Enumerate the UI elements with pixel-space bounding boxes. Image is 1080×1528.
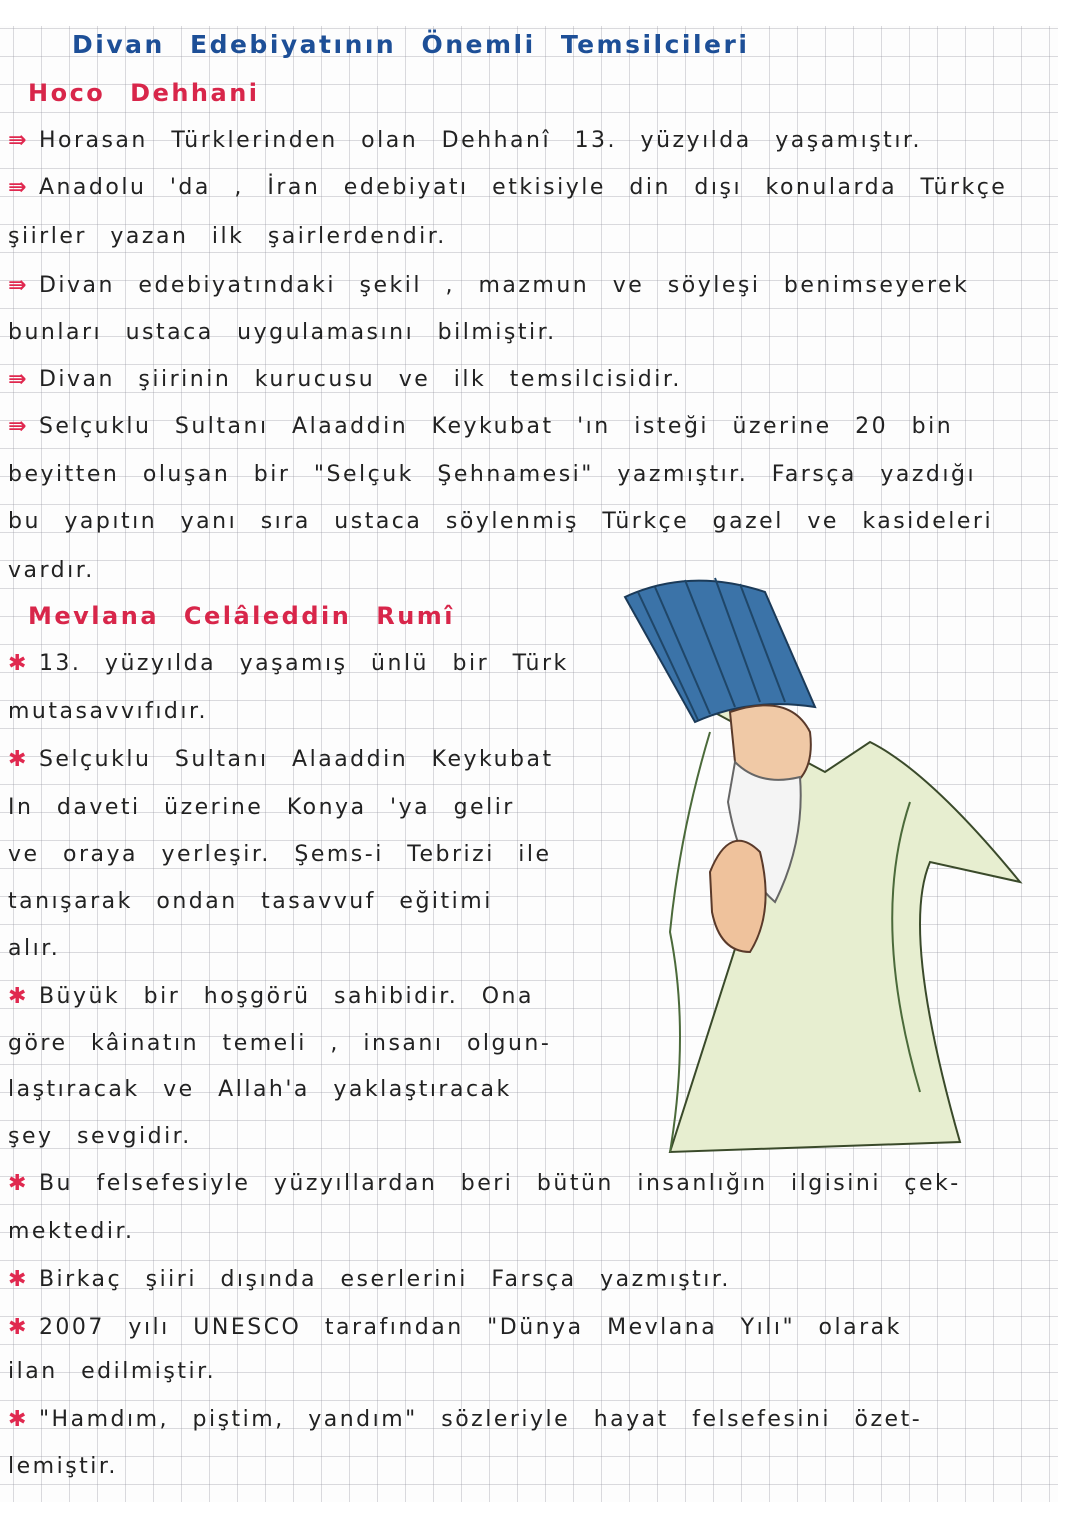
star-bullet-icon: ✱ [8, 747, 29, 772]
note-text: şey sevgidir. [8, 1124, 192, 1149]
note-line [8, 887, 493, 917]
page-margin-right [1058, 0, 1080, 1528]
star-bullet-icon: ✱ [8, 1267, 29, 1292]
note-text: 2007 yılı UNESCO tarafından "Dünya Mevlana Yılı" olarak [38, 1315, 902, 1340]
arrow-bullet-icon: ⇛ [8, 273, 29, 298]
note-line [8, 1122, 192, 1152]
arrow-bullet-icon: ⇛ [8, 367, 29, 392]
note-line [8, 318, 557, 348]
star-bullet-icon: ✱ [8, 1171, 29, 1196]
note-line [8, 365, 682, 395]
note-text: Horasan Türklerinden olan Dehhanî 13. yüzyılda yaşamıştır. [38, 128, 922, 153]
arrow-bullet-icon: ⇛ [8, 175, 29, 200]
section-heading-dehhani: Hoco Dehhani [28, 79, 260, 107]
note-line [8, 1313, 902, 1343]
note-line [8, 271, 969, 301]
note-line [8, 745, 554, 775]
note-line [8, 1029, 551, 1059]
note-line [8, 840, 552, 870]
note-text: laştıracak ve Allah'a yaklaştıracak [8, 1077, 512, 1102]
note-text: lemiştir. [8, 1454, 118, 1479]
star-bullet-icon: ✱ [8, 651, 29, 676]
note-line [8, 1265, 731, 1295]
note-text: In daveti üzerine Konya 'ya gelir [8, 795, 515, 820]
star-bullet-icon: ✱ [8, 1315, 29, 1340]
note-line [8, 556, 95, 586]
arrow-bullet-icon: ⇛ [8, 414, 29, 439]
note-text: "Hamdım, piştim, yandım" sözleriyle hayat felsefesini özet- [38, 1407, 923, 1432]
note-text: mutasavvıfıdır. [8, 699, 209, 724]
page-margin-bottom [0, 1502, 1080, 1528]
note-line [8, 1075, 512, 1105]
note-line [8, 697, 208, 727]
note-text: Selçuklu Sultanı Alaaddin Keykubat [38, 747, 554, 772]
note-text: şiirler yazan ilk şairlerdendir. [8, 224, 447, 249]
note-line [8, 1169, 961, 1199]
note-line [8, 934, 60, 964]
star-bullet-icon: ✱ [8, 984, 29, 1009]
note-line [8, 793, 515, 823]
note-text: tanışarak ondan tasavvuf eğitimi [8, 889, 493, 914]
note-text: vardır. [8, 558, 95, 583]
note-text: 13. yüzyılda yaşamış ünlü bir Türk [38, 651, 569, 676]
note-line [8, 1405, 922, 1435]
note-text: bu yapıtın yanı sıra ustaca söylenmiş Türkçe gazel ve kasideleri [8, 509, 994, 534]
note-text: ilan edilmiştir. [8, 1359, 217, 1384]
note-line [8, 126, 922, 156]
note-text: bunları ustaca uygulamasını bilmiştir. [8, 320, 557, 345]
note-text: Divan edebiyatındaki şekil , mazmun ve söyleşi benimseyerek [38, 273, 970, 298]
arrow-bullet-icon: ⇛ [8, 128, 29, 153]
page-title: Divan Edebiyatının Önemli Temsilcileri [72, 30, 750, 59]
note-line [8, 982, 534, 1012]
note-text: Bu felsefesiyle yüzyıllardan beri bütün insanlığın ilgisini çek- [38, 1171, 961, 1196]
section-heading-mevlana: Mevlana Celâleddin Rumî [28, 602, 456, 630]
note-line [8, 507, 993, 537]
note-text: Divan şiirinin kurucusu ve ilk temsilcisidir. [38, 367, 682, 392]
note-line [8, 460, 976, 490]
note-text: göre kâinatın temeli , insanı olgun- [8, 1031, 552, 1056]
note-text: Selçuklu Sultanı Alaaddin Keykubat 'ın isteği üzerine 20 bin [38, 414, 954, 439]
note-line [8, 173, 1007, 203]
note-line [8, 1357, 216, 1387]
note-line [8, 649, 569, 679]
note-text: Anadolu 'da , İran edebiyatı etkisiyle din dışı konularda Türkçe [38, 175, 1008, 200]
note-line [8, 1217, 134, 1247]
note-text: ve oraya yerleşir. Şems-i Tebrizi ile [8, 842, 552, 867]
star-bullet-icon: ✱ [8, 1407, 29, 1432]
note-line [8, 412, 953, 442]
note-text: Büyük bir hoşgörü sahibidir. Ona [38, 984, 534, 1009]
note-text: Birkaç şiiri dışında eserlerini Farsça yazmıştır. [38, 1267, 731, 1292]
note-line [8, 222, 447, 252]
page-margin-top [0, 0, 1080, 26]
dervish-illustration [600, 572, 1030, 1162]
note-line [8, 1452, 118, 1482]
note-text: mektedir. [8, 1219, 135, 1244]
note-text: beyitten oluşan bir "Selçuk Şehnamesi" yazmıştır. Farsça yazdığı [8, 462, 977, 487]
note-text: alır. [8, 936, 61, 961]
